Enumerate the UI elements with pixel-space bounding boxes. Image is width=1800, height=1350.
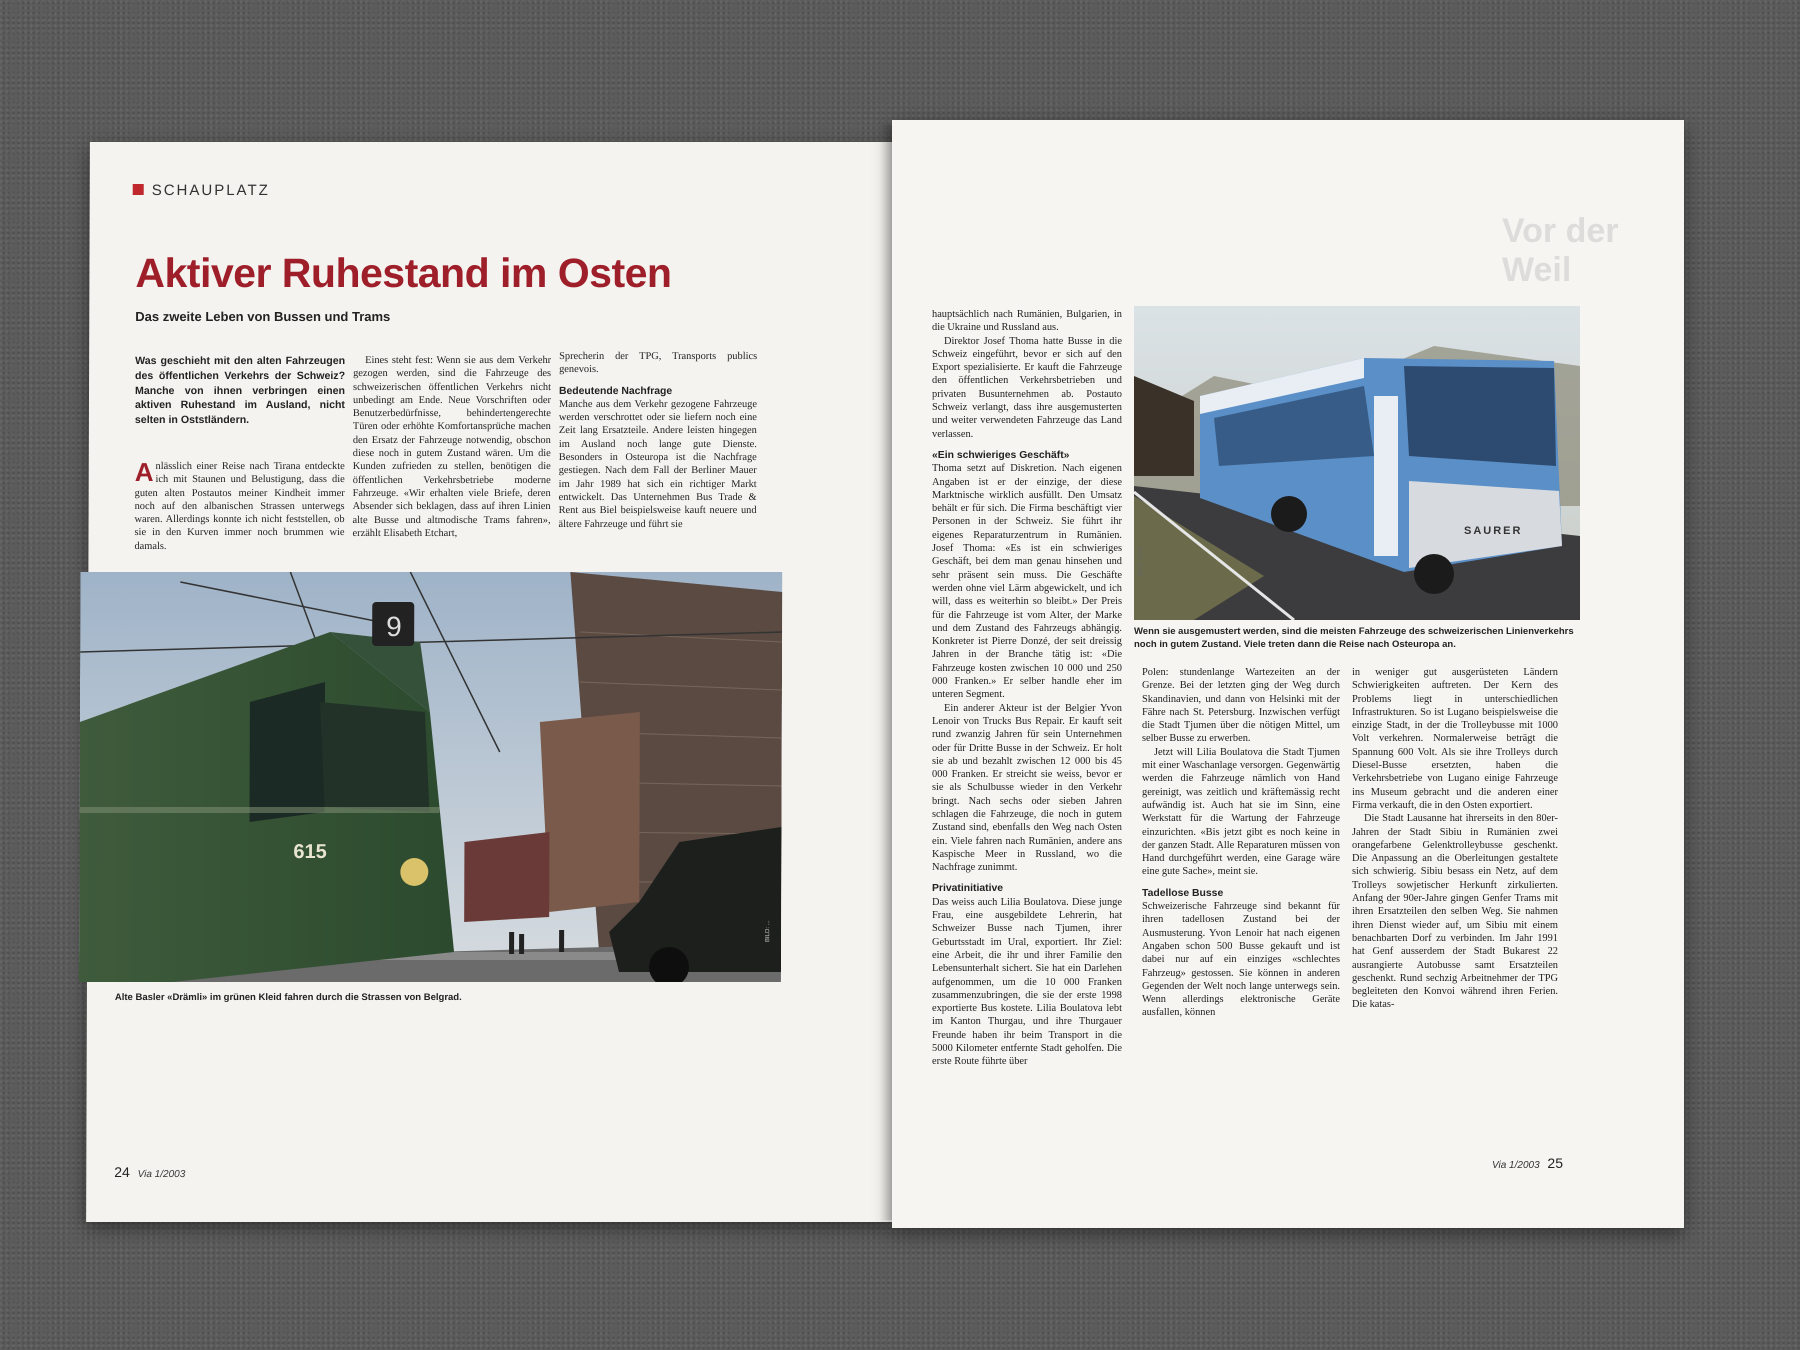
body-paragraph: Ein anderer Akteur ist der Belgier Yvon Lenoir von Trucks Bus Repair. Er kauft seit rund zwanzig Jahren für sein Unternehmen oder für Dritte Busse in der Schweiz. Er holt sie ab und bezahlt zwischen 12 000 bis 45 000 Franken. Er streicht sie weiss, bevor er sie als Schulbusse wieder in den Verkehr bringt. Nach sechs oder sieben Jahren schlagen die Fahrzeuge, die noch in gutem Zustand sind, ebenfalls den Weg nach Osten ein. Viele fahren nach Rumänien, andere ans Kaspische Meer in Russland, wo die Nachfrage zunimmt. bbox=[932, 702, 1122, 874]
page-number-right bbox=[1492, 1155, 1563, 1171]
article-subtitle: Das zweite Leben von Bussen und Trams bbox=[135, 309, 391, 324]
page-number: 25 bbox=[1547, 1155, 1563, 1171]
photo-credit: BILD: ... bbox=[765, 920, 772, 942]
right-page bbox=[892, 120, 1684, 1228]
body-paragraph: Thoma setzt auf Diskretion. Nach eigenen Angaben ist er der einzige, der diese Marktnische wirklich ausfüllt. Den Umsatz behält er für sich. Die Firma beschäftigt vier Personen in der Schweiz. Sie führt ihr eigenes Reparaturzentrum in Rumänien. Josef Thoma: «Es ist ein schwieriges Geschäft, bei dem man genau hinsehen und sehr präsent sein muss. Die Geschäfte werden ohne viel Lärm abgewickelt, und ich will, dass es weiterhin so bleibt.» Der Preis für die Fahrzeuge ist vom Alter, der Marke und dem Zustand des Fahrzeugs abhängig. Konkreter ist Pierre Donzé, der seit dreissig Jahren in der Branche tätig ist: «Die Fahrzeuge kosten zwischen 10 000 und 250 000 Franken.» Er selber handle eher im unteren Segment. bbox=[932, 463, 1122, 701]
intro-text: nlässlich einer Reise nach Tirana entdeckte ich mit Staunen und Belustigung, dass die guten alten Postautos meiner Kindheit immer noch auf den albanischen Strassen unterwegs waren. Allerdings konnte ich nicht feststellen, ob sie in den Kurven immer noch brummen wie damals. bbox=[134, 461, 345, 552]
subheading: Privatinitiative bbox=[932, 883, 1004, 895]
body-paragraph: Manche aus dem Verkehr gezogene Fahrzeuge werden verschrottet oder sie liefern noch eine Zeit lang Ersatzteile. Andere leisten hingegen im Ausland noch lange gute Dienste. Besonders in Osteuropa ist die Nachfrage gestiegen. Nach dem Fall der Berliner Mauer im Jahr 1989 hat sich ein richtiger Markt entwickelt. Das Unternehmen Bus Trade & Rent aus Biel beispielsweise kauft neuere und ältere Fahrzeuge und führt sie bbox=[558, 398, 757, 530]
body-paragraph: Die Stadt Lausanne hat ihrerseits in den 80er-Jahren der Stadt Sibiu in Rumänien zwei orangefarbene Gelenktrolleybusse geschenkt. Die Anpassung an die Oberleitungen gestaltete sich schwierig. Sibiu besass ein Netz, auf dem Trolleys sowjetischer Herkunft zirkulierten. Anfang der 90er-Jahre gingen Genfer Trams mit ihren Ersatzteilen den selben Weg. Sie nahmen ihren Dienst wieder auf, um Sibiu mit einem benachbarten Dorf zu verbinden. Im Jahr 1991 hat Genf ausserdem der Stadt Bukarest 22 ausrangierte Autobusse samt Ersatzteilen geschenkt. Rund sechzig Arbeitnehmer der TPG begleiteten den Konvoi während ihren Ferien. Die katas- bbox=[1352, 813, 1558, 1011]
left-column-1 bbox=[134, 457, 345, 553]
body-paragraph: Sprecherin der TPG, Transports publics genevois. bbox=[559, 351, 758, 376]
drop-cap: A bbox=[134, 457, 154, 487]
page-number-left bbox=[114, 1164, 185, 1180]
right-column-3 bbox=[1352, 666, 1558, 1012]
body-paragraph: Eines steht fest: Wenn sie aus dem Verkehr gezogen werden, sind die Fahrzeuge des schweizerischen öffentlichen Verkehrs nicht unbedingt am Ende. Neue Vorschriften oder Benutzerbedürfnisse, behindertengerechte Türen oder erhöhte Komfortansprüche machen den Ersatz der Fahrzeuge notwendig, obschon diese noch in gutem Zustand wären. Um die Kunden zufrieden zu stellen, benötigen die öffentlichen Verkehrsbetriebe moderne Fahrzeuge. «Wir erhalten viele Briefe, deren Absender sich beklagen, dass auf ihren Linien alte Busse und altmodische Trams fahren», erzählt Elisabeth Etchart, bbox=[352, 355, 552, 539]
body-paragraph: Polen: stundenlange Wartezeiten an der Grenze. Bei der letzten ging der Weg durch Skandinavien, und dann von Helsinki mit der Fähre nach St. Petersburg. Inzwischen verfügt die Stadt Tjumen über die nötigen Mittel, um selber Busse zu erwerben. bbox=[1142, 667, 1340, 745]
lead-paragraph: Was geschieht mit den alten Fahrzeugen des öffentlichen Verkehrs der Schweiz? Manche von ihnen verbringen einen aktiven Ruhestand im Ausland, nicht selten in Oststländern. bbox=[134, 355, 346, 427]
issue-label: Via 1/2003 bbox=[137, 1169, 186, 1180]
subheading: Tadellose Busse bbox=[1142, 887, 1224, 899]
left-column-3 bbox=[559, 350, 758, 531]
right-column-1 bbox=[932, 308, 1122, 1069]
body-paragraph: Jetzt will Lilia Boulatova die Stadt Tjumen mit einer Waschanlage versorgen. Gegenwärtig werden die Fahrzeuge nämlich von Hand gereinigt, was zeitlich und kräftemässig recht aufwändig ist. Auch hat sie im Sinn, eine Werkstatt für die Wartung der Fahrzeuge einzurichten. «Bis jetzt gibt es noch keine in der ganzen Stadt. Alle Reparaturen müssen von Hand durchgeführt werden, eine Garage wäre eine gute Sache», meint sie. bbox=[1142, 746, 1340, 878]
body-paragraph: Schweizerische Fahrzeuge sind bekannt für ihren tadellosen Zustand bei der Ausmusterung. Yvon Lenoir hat nach eigenen Angaben schon 500 Busse gekauft und ist dabei nur auf ein einziges «schlechtes Fahrzeug» gestossen. Sie können in anderen Gegenden der Welt noch lange unterwegs sein. Wenn allerdings elektronische Geräte ausfallen, können bbox=[1142, 901, 1340, 1019]
subheading: Bedeutende Nachfrage bbox=[558, 385, 673, 397]
left-page bbox=[86, 142, 896, 1222]
article-title: Aktiver Ruhestand im Osten bbox=[135, 250, 672, 296]
body-paragraph: Direktor Josef Thoma hatte Busse in die Schweiz eingeführt, bevor er sich auf den Export spezialisierte. Er kauft die Fahrzeuge den öffentlichen Verkehrsbetrieben und privaten Busunternehmen ab. Postauto Schweiz verlangt, dass ihre ausgemusterten und weiter verwendeten Fahrzeuge das Land verlassen. bbox=[932, 335, 1122, 440]
body-paragraph: hauptsächlich nach Rumänien, Bulgarien, in die Ukraine und Russland aus. bbox=[932, 309, 1122, 334]
bus-caption: Wenn sie ausgemustert werden, sind die meisten Fahrzeuge des schweizerischen Linienverkehrs noch in gutem Zustand. Viele treten dann die Reise nach Osteuropa an. bbox=[1134, 626, 1574, 650]
tram-photo bbox=[79, 572, 782, 982]
tram-route-number: 9 bbox=[386, 611, 402, 642]
section-label: SCHAUPLATZ bbox=[151, 182, 270, 199]
body-paragraph: Das weiss auch Lilia Boulatova. Diese junge Frau, eine ausgebildete Lehrerin, hat Schweizer Busse nach Tjumen, ihrer Geburtsstadt im Ural, exportiert. Ihr Ziel: eine Arbeit, die ihr und ihrer Familie den Lebensunterhalt sichert. Sie hat ein Darlehen aufgenommen, um die 10 000 Franken zusammenzubringen, die sie der erste 1998 exportierte Bus kostete. Lilia Boulatova lebt im Kanton Thurgau, und ihre Thurgauer Freunde haben ihr beim Transport in die 5000 Kilometer entfernte Stadt geholfen. Die erste Route führte über bbox=[932, 896, 1122, 1068]
tram-number: 615 bbox=[293, 841, 327, 863]
right-column-2 bbox=[1142, 666, 1340, 1020]
body-paragraph: in weniger gut ausgerüsteten Ländern Schwierigkeiten auftreten. Der Kern des Problems liegt in unterschiedlichen Infrastrukturen. So ist Lugano beispielsweise die einzige Stadt, in der die Trolleybusse mit 1000 Volt verkehren. Normalerweise beträgt die Spannung 600 Volt. Als sie ihre Trolleys durch Diesel-Busse ersetzten, haben die Verkehrsbetriebe von Lugano einige Fahrzeuge ins Museum gebracht und die anderen einer Firma verkauft, die in den Osten exportiert. bbox=[1352, 667, 1558, 811]
bus-photo-credit: BILD: ZVG bbox=[1138, 546, 1144, 576]
bus-brand: SAURER bbox=[1464, 525, 1523, 537]
subheading: «Ein schwieriges Geschäft» bbox=[932, 449, 1070, 461]
show-through-text: Vor der Weil bbox=[1502, 212, 1619, 289]
tram-photo-illustration bbox=[79, 572, 782, 982]
section-tag bbox=[133, 182, 270, 199]
bus-photo bbox=[1134, 306, 1580, 620]
section-square-icon bbox=[133, 184, 144, 195]
page-number: 24 bbox=[114, 1164, 130, 1180]
tram-caption: Alte Basler «Drämli» im grünen Kleid fahren durch die Strassen von Belgrad. bbox=[114, 992, 462, 1003]
bus-photo-illustration bbox=[1134, 306, 1580, 620]
left-column-2 bbox=[352, 354, 551, 540]
issue-label: Via 1/2003 bbox=[1492, 1160, 1540, 1171]
